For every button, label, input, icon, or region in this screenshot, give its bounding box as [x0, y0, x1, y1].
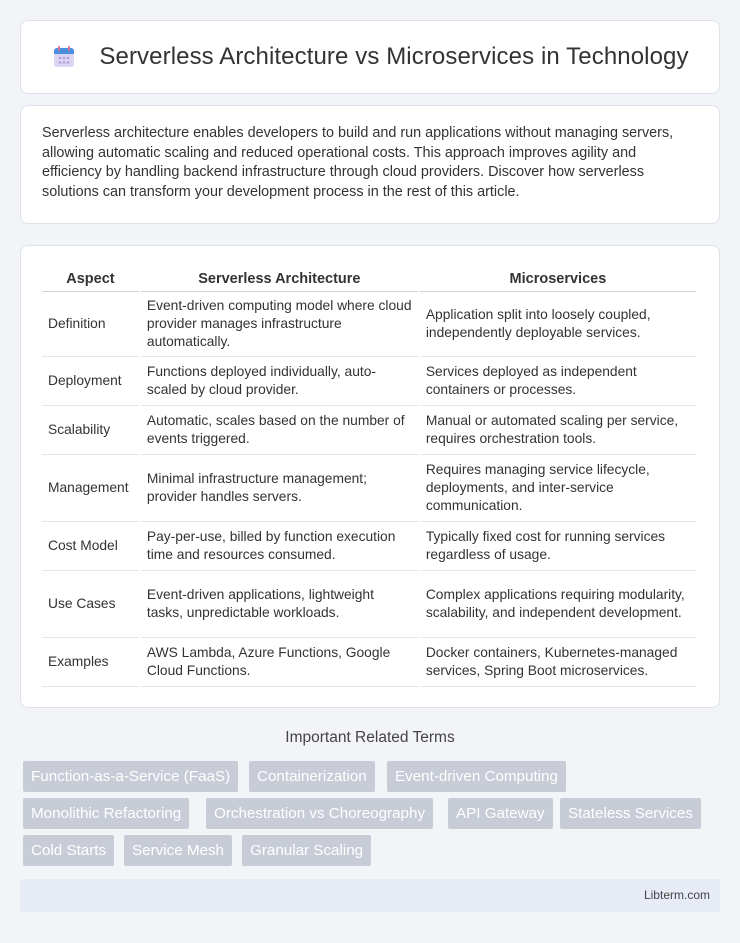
aspect-cell: Management [42, 455, 139, 522]
page-title: Serverless Architecture vs Microservices in Technology [99, 43, 689, 70]
serverless-cell: Minimal infrastructure management; provider handles servers. [141, 455, 418, 522]
footer-site-link[interactable]: Libterm.com [643, 888, 710, 902]
term-tag[interactable]: Event-driven Computing [387, 761, 566, 792]
table-row [42, 522, 696, 571]
microservices-cell: Application split into loosely coupled, independently deployable services. [420, 292, 696, 357]
term-tag[interactable]: Orchestration vs Choreography [206, 798, 433, 829]
microservices-cell: Requires managing service lifecycle, deployments, and inter-service communication. [420, 455, 696, 522]
table-header-row [42, 262, 696, 292]
table-row [42, 292, 696, 357]
serverless-cell: Functions deployed individually, auto-scaled by cloud provider. [141, 357, 418, 406]
term-tag[interactable]: API Gateway [448, 798, 553, 829]
comparison-card [20, 245, 720, 708]
table-row [42, 406, 696, 455]
term-tag[interactable]: Cold Starts [23, 835, 114, 866]
aspect-cell: Scalability [42, 406, 139, 455]
serverless-cell: Automatic, scales based on the number of events triggered. [141, 406, 418, 455]
serverless-cell: Event-driven computing model where cloud provider manages infrastructure automatically. [141, 292, 418, 357]
microservices-cell: Services deployed as independent containers or processes. [420, 357, 696, 406]
term-tag[interactable]: Granular Scaling [242, 835, 371, 866]
aspect-cell: Examples [42, 638, 139, 687]
term-tag[interactable]: Function-as-a-Service (FaaS) [23, 761, 238, 792]
table-row [42, 571, 696, 638]
aspect-cell: Definition [42, 292, 139, 357]
serverless-cell: Event-driven applications, lightweight tasks, unpredictable workloads. [141, 571, 418, 638]
table-row [42, 638, 696, 687]
term-tag[interactable]: Monolithic Refactoring [23, 798, 189, 829]
term-tag[interactable]: Service Mesh [124, 835, 232, 866]
microservices-cell: Complex applications requiring modularity, scalability, and independent development. [420, 571, 696, 638]
microservices-cell: Typically fixed cost for running services regardless of usage. [420, 522, 696, 571]
calendar-icon [51, 44, 77, 70]
term-tag[interactable]: Containerization [249, 761, 375, 792]
intro-text: Serverless architecture enables developers to build and run applications without managing servers, allowing automatic scaling and reduced operational costs. This approach improves agility and efficiency by handling backend infrastructure through cloud providers. Discover how serverless solutions can transform your development process in the rest of this article. [42, 125, 674, 200]
comparison-table [40, 262, 698, 687]
header-aspect: Aspect [42, 262, 139, 292]
microservices-cell: Docker containers, Kubernetes-managed services, Spring Boot microservices. [420, 638, 696, 687]
microservices-cell: Manual or automated scaling per service, requires orchestration tools. [420, 406, 696, 455]
aspect-cell: Deployment [42, 357, 139, 406]
header-microservices: Microservices [420, 262, 696, 292]
table-row [42, 455, 696, 522]
term-tag[interactable]: Stateless Services [560, 798, 701, 829]
related-terms-title: Important Related Terms [285, 729, 455, 746]
table-row [42, 357, 696, 406]
serverless-cell: Pay-per-use, billed by function execution time and resources consumed. [141, 522, 418, 571]
footer [20, 879, 720, 912]
intro-card [20, 105, 720, 224]
title-card [20, 20, 720, 94]
aspect-cell: Cost Model [42, 522, 139, 571]
serverless-cell: AWS Lambda, Azure Functions, Google Cloud Functions. [141, 638, 418, 687]
header-serverless: Serverless Architecture [141, 262, 418, 292]
aspect-cell: Use Cases [42, 571, 139, 638]
